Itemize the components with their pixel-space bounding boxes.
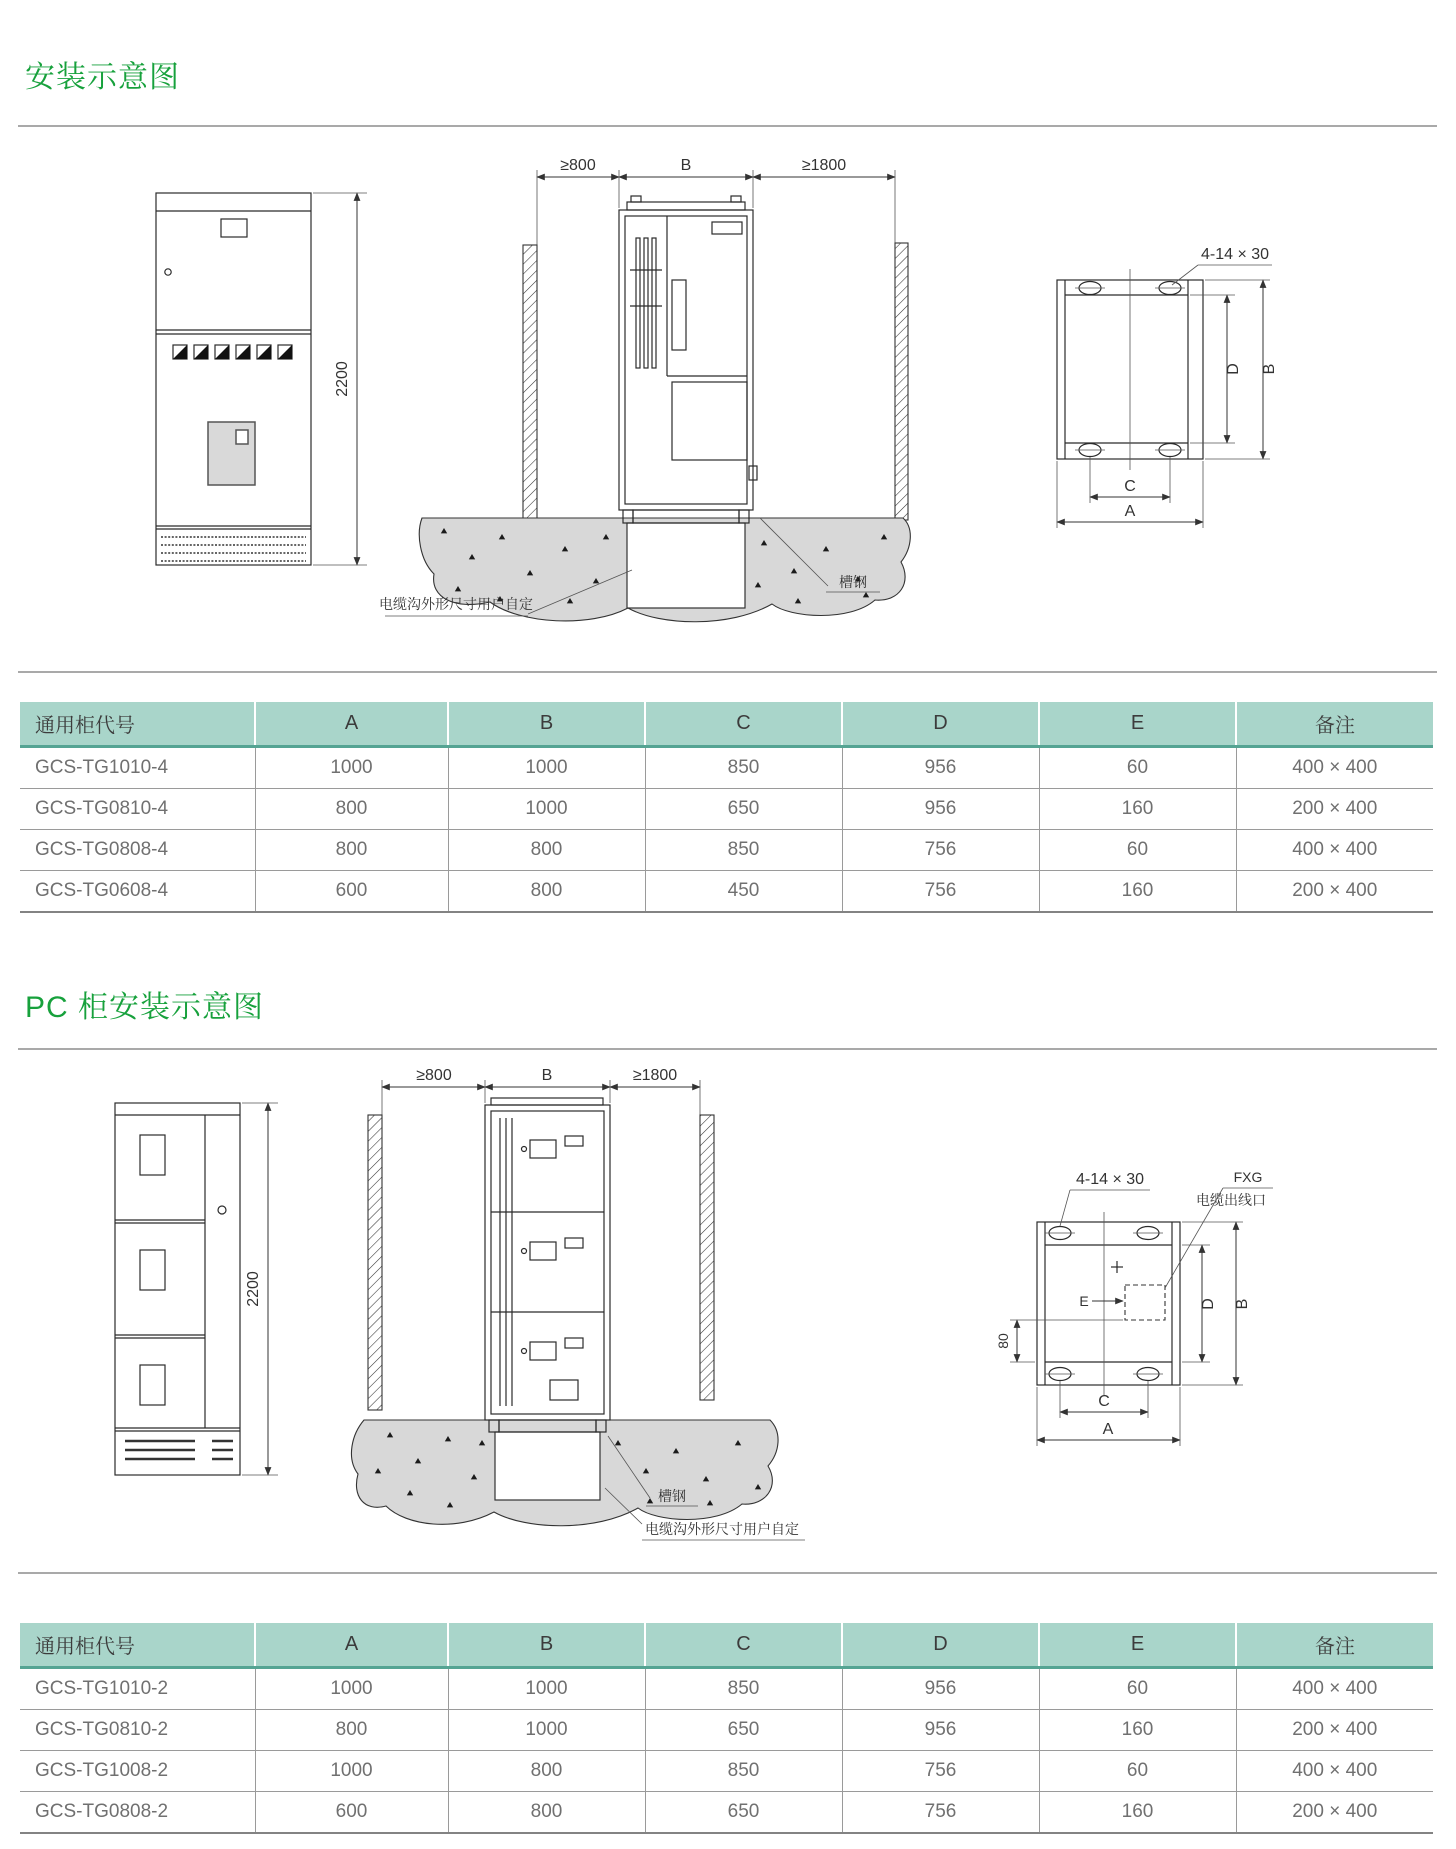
cell: 1000 bbox=[448, 789, 645, 830]
cell: 160 bbox=[1039, 871, 1236, 913]
cell: 850 bbox=[645, 1751, 842, 1792]
svg-text:4-14 × 30: 4-14 × 30 bbox=[1075, 1171, 1145, 1188]
indicator-squares bbox=[173, 345, 292, 359]
cell: 956 bbox=[842, 747, 1039, 789]
section2-title: PC 柜安装示意图 bbox=[25, 991, 265, 1024]
cable-trench bbox=[627, 523, 745, 608]
ventilation-louvers bbox=[125, 1441, 233, 1459]
divider-rule bbox=[18, 1572, 1437, 1574]
cell: GCS-TG0810-4 bbox=[20, 789, 255, 830]
cell: 160 bbox=[1039, 1792, 1236, 1834]
column-header: E bbox=[1039, 702, 1236, 747]
cable-outlet-label: 电缆出线口 bbox=[1196, 1192, 1266, 1208]
left-wall-hatch bbox=[523, 245, 537, 530]
table-header-row bbox=[20, 1623, 1433, 1668]
height-dimension-1 bbox=[313, 193, 367, 565]
section1-title: 安装示意图 bbox=[25, 61, 180, 94]
cell: 450 bbox=[645, 871, 842, 913]
cell: 1000 bbox=[255, 1668, 448, 1710]
svg-text:C: C bbox=[1098, 1393, 1110, 1410]
column-header: 通用柜代号 bbox=[20, 702, 255, 747]
column-header: B bbox=[448, 702, 645, 747]
svg-text:4-14 × 30: 4-14 × 30 bbox=[1200, 246, 1270, 263]
svg-text:D: D bbox=[1225, 363, 1242, 375]
cell: 800 bbox=[448, 1792, 645, 1834]
cell: 600 bbox=[255, 1792, 448, 1834]
divider-rule bbox=[18, 1048, 1437, 1050]
trench-side-view-2 bbox=[350, 1060, 930, 1590]
clearance-dimensions-2 bbox=[382, 1067, 700, 1115]
fxg-callout bbox=[1165, 1169, 1273, 1288]
column-header: A bbox=[255, 702, 448, 747]
cell: GCS-TG1010-4 bbox=[20, 747, 255, 789]
trench-side-view-1 bbox=[360, 130, 940, 630]
slot-callout-2 bbox=[1060, 1171, 1150, 1226]
svg-text:≥800: ≥800 bbox=[560, 157, 596, 174]
plan-frame-2 bbox=[1037, 1212, 1180, 1395]
cabinet-side-2 bbox=[485, 1098, 610, 1432]
spec-table-pc bbox=[20, 1623, 1433, 1834]
table-row bbox=[20, 830, 1433, 871]
left-wall-hatch bbox=[368, 1115, 382, 1410]
cell: 400 × 400 bbox=[1236, 830, 1433, 871]
cell: 756 bbox=[842, 1792, 1039, 1834]
cell: 400 × 400 bbox=[1236, 1668, 1433, 1710]
ventilation-louvers bbox=[161, 537, 306, 561]
svg-text:E: E bbox=[1079, 1293, 1089, 1309]
cell: 956 bbox=[842, 789, 1039, 830]
ground-2 bbox=[351, 1420, 778, 1526]
column-header: 通用柜代号 bbox=[20, 1623, 255, 1668]
column-header: A bbox=[255, 1623, 448, 1668]
table-row bbox=[20, 1668, 1433, 1710]
cell: GCS-TG0808-2 bbox=[20, 1792, 255, 1834]
cell: 60 bbox=[1039, 830, 1236, 871]
cell: 756 bbox=[842, 871, 1039, 913]
svg-text:80: 80 bbox=[995, 1333, 1011, 1349]
cell: 1000 bbox=[255, 1751, 448, 1792]
table-row bbox=[20, 1710, 1433, 1751]
cell: 956 bbox=[842, 1710, 1039, 1751]
cell: GCS-TG0608-4 bbox=[20, 871, 255, 913]
svg-text:B: B bbox=[541, 1067, 553, 1084]
cell: 200 × 400 bbox=[1236, 1710, 1433, 1751]
cabinet-front-2 bbox=[115, 1103, 240, 1475]
mounting-plan-1 bbox=[1000, 195, 1320, 540]
cell: 800 bbox=[255, 789, 448, 830]
channel-steel-label: 槽钢 bbox=[658, 1488, 686, 1504]
column-header: C bbox=[645, 702, 842, 747]
cabinet-side-1 bbox=[619, 196, 757, 523]
cell: 60 bbox=[1039, 1668, 1236, 1710]
cell: 160 bbox=[1039, 789, 1236, 830]
channel-steel-label: 槽钢 bbox=[839, 574, 867, 590]
svg-text:≥800: ≥800 bbox=[416, 1067, 452, 1084]
table-row bbox=[20, 1792, 1433, 1834]
right-wall-hatch bbox=[895, 243, 908, 520]
cell: 756 bbox=[842, 830, 1039, 871]
cell: 800 bbox=[255, 1710, 448, 1751]
table-row bbox=[20, 871, 1433, 913]
cell: 1000 bbox=[448, 1668, 645, 1710]
cell: GCS-TG1008-2 bbox=[20, 1751, 255, 1792]
cell: 650 bbox=[645, 1792, 842, 1834]
cell: 1000 bbox=[448, 747, 645, 789]
height-dimension-2 bbox=[242, 1103, 278, 1475]
cell: 850 bbox=[645, 747, 842, 789]
cell: GCS-TG0808-4 bbox=[20, 830, 255, 871]
svg-text:B: B bbox=[1234, 1298, 1251, 1310]
front-view-diagram-1 bbox=[125, 155, 375, 575]
cell: 1000 bbox=[255, 747, 448, 789]
svg-text:B: B bbox=[680, 157, 692, 174]
svg-text:D: D bbox=[1200, 1298, 1217, 1310]
column-header: D bbox=[842, 1623, 1039, 1668]
column-header: C bbox=[645, 1623, 842, 1668]
cell: 800 bbox=[255, 830, 448, 871]
cell: 60 bbox=[1039, 747, 1236, 789]
trench-note-label: 电缆沟外形尺寸用户自定 bbox=[645, 1521, 799, 1537]
cell: 850 bbox=[645, 1668, 842, 1710]
cell: 756 bbox=[842, 1751, 1039, 1792]
table-header-row bbox=[20, 702, 1433, 747]
cable-trench bbox=[495, 1432, 600, 1500]
cell: 800 bbox=[448, 1751, 645, 1792]
spec-table-universal bbox=[20, 702, 1433, 913]
svg-text:FXG: FXG bbox=[1233, 1169, 1263, 1185]
cell: 60 bbox=[1039, 1751, 1236, 1792]
svg-text:2200: 2200 bbox=[245, 1271, 262, 1307]
plan-dimensions-2 bbox=[995, 1222, 1251, 1446]
svg-text:A: A bbox=[1124, 503, 1136, 520]
column-header: E bbox=[1039, 1623, 1236, 1668]
svg-text:2200: 2200 bbox=[334, 361, 351, 397]
plan-frame-1 bbox=[1057, 269, 1203, 470]
divider-rule bbox=[18, 671, 1437, 673]
cell: GCS-TG0810-2 bbox=[20, 1710, 255, 1751]
cell: 200 × 400 bbox=[1236, 789, 1433, 830]
svg-text:C: C bbox=[1124, 478, 1136, 495]
cell: 160 bbox=[1039, 1710, 1236, 1751]
column-header: 备注 bbox=[1236, 1623, 1433, 1668]
cell: 400 × 400 bbox=[1236, 1751, 1433, 1792]
cell: 200 × 400 bbox=[1236, 871, 1433, 913]
table-row bbox=[20, 789, 1433, 830]
cable-outlet-area bbox=[1079, 1261, 1165, 1320]
front-view-diagram-2 bbox=[100, 1060, 360, 1490]
table-row bbox=[20, 1751, 1433, 1792]
right-wall-hatch bbox=[700, 1115, 714, 1400]
cell: 400 × 400 bbox=[1236, 747, 1433, 789]
table-row bbox=[20, 747, 1433, 789]
cell: GCS-TG1010-2 bbox=[20, 1668, 255, 1710]
breaker-units bbox=[522, 1136, 584, 1360]
slot-callout-1 bbox=[1172, 246, 1272, 285]
cell: 650 bbox=[645, 1710, 842, 1751]
cabinet-front-1 bbox=[156, 193, 311, 565]
cell: 800 bbox=[448, 871, 645, 913]
cell: 956 bbox=[842, 1668, 1039, 1710]
mounting-plan-2 bbox=[980, 1160, 1320, 1460]
cell: 850 bbox=[645, 830, 842, 871]
column-header: B bbox=[448, 1623, 645, 1668]
trench-note-label: 电缆沟外形尺寸用户自定 bbox=[379, 596, 533, 612]
svg-text:≥1800: ≥1800 bbox=[632, 1067, 678, 1084]
cell: 600 bbox=[255, 871, 448, 913]
column-header: 备注 bbox=[1236, 702, 1433, 747]
cell: 650 bbox=[645, 789, 842, 830]
plan-dimensions-1 bbox=[1057, 280, 1278, 528]
column-header: D bbox=[842, 702, 1039, 747]
clearance-dimensions-1 bbox=[537, 157, 895, 245]
svg-text:B: B bbox=[1261, 363, 1278, 375]
cell: 800 bbox=[448, 830, 645, 871]
svg-text:A: A bbox=[1102, 1421, 1114, 1438]
divider-rule bbox=[18, 125, 1437, 127]
cell: 200 × 400 bbox=[1236, 1792, 1433, 1834]
svg-text:≥1800: ≥1800 bbox=[801, 157, 847, 174]
cell: 1000 bbox=[448, 1710, 645, 1751]
